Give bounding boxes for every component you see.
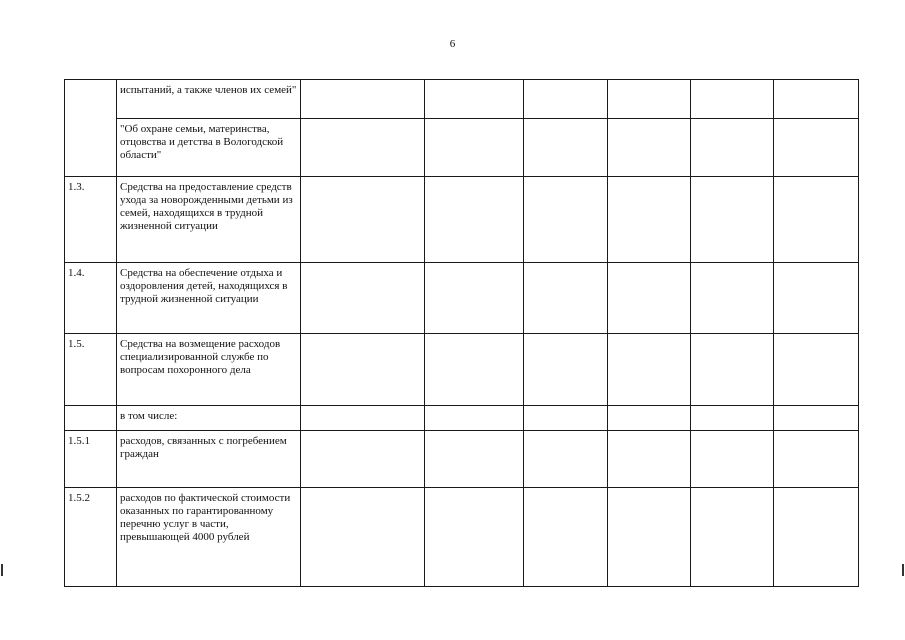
value-cell [774,334,859,406]
value-cell [524,177,608,263]
value-cell [608,334,691,406]
value-cell [425,119,524,177]
value-cell [691,488,774,587]
row-description-cell: "Об охране семьи, материнства, отцовства и детства в Вологодской области" [117,119,301,177]
row-number-cell: 1.3. [65,177,117,263]
scan-edge-mark-right [902,564,904,576]
row-description-cell: расходов по фактической стоимости оказанных по гарантированному перечню услуг в части, превышающей 4000 рублей [117,488,301,587]
scan-edge-mark-left [1,564,3,576]
table-row [65,119,859,177]
value-cell [524,488,608,587]
row-number-cell: 1.4. [65,263,117,334]
row-number-cell: 1.5. [65,334,117,406]
value-cell [425,177,524,263]
page-number: 6 [449,38,456,50]
value-cell [774,431,859,488]
table-row [65,263,859,334]
value-cell [691,431,774,488]
value-cell [608,119,691,177]
value-cell [301,119,425,177]
value-cell [774,119,859,177]
value-cell [691,263,774,334]
value-cell [774,263,859,334]
value-cell [301,80,425,119]
value-cell [425,488,524,587]
row-description-cell: Средства на обеспечение отдыха и оздоровления детей, находящихся в трудной жизненной ситуации [117,263,301,334]
row-number-cell: 1.5.1 [65,431,117,488]
table-row [65,431,859,488]
row-number-cell [65,80,117,177]
value-cell [524,431,608,488]
value-cell [608,406,691,431]
value-cell [524,263,608,334]
row-description-cell: Средства на предоставление средств ухода за новорожденными детьми из семей, находящихся в трудной жизненной ситуации [117,177,301,263]
table-row [65,488,859,587]
budget-table [64,79,859,587]
value-cell [524,80,608,119]
value-cell [774,488,859,587]
row-number-cell [65,406,117,431]
value-cell [608,488,691,587]
value-cell [524,334,608,406]
value-cell [608,80,691,119]
value-cell [301,334,425,406]
value-cell [608,263,691,334]
value-cell [301,488,425,587]
value-cell [691,80,774,119]
value-cell [425,334,524,406]
table-row [65,177,859,263]
value-cell [425,263,524,334]
value-cell [774,406,859,431]
value-cell [691,334,774,406]
row-number-cell: 1.5.2 [65,488,117,587]
value-cell [524,406,608,431]
value-cell [691,406,774,431]
value-cell [425,80,524,119]
value-cell [425,431,524,488]
row-description-cell: расходов, связанных с погребением граждан [117,431,301,488]
value-cell [774,80,859,119]
value-cell [524,119,608,177]
row-description-cell: Средства на возмещение расходов специализированной службе по вопросам похоронного дела [117,334,301,406]
value-cell [425,406,524,431]
table-row [65,334,859,406]
table-row [65,406,859,431]
value-cell [608,177,691,263]
table-row [65,80,859,119]
row-description-cell: в том числе: [117,406,301,431]
value-cell [301,406,425,431]
value-cell [691,177,774,263]
value-cell [691,119,774,177]
value-cell [301,177,425,263]
value-cell [608,431,691,488]
value-cell [301,431,425,488]
value-cell [774,177,859,263]
value-cell [301,263,425,334]
row-description-cell: испытаний, а также членов их семей" [117,80,301,119]
